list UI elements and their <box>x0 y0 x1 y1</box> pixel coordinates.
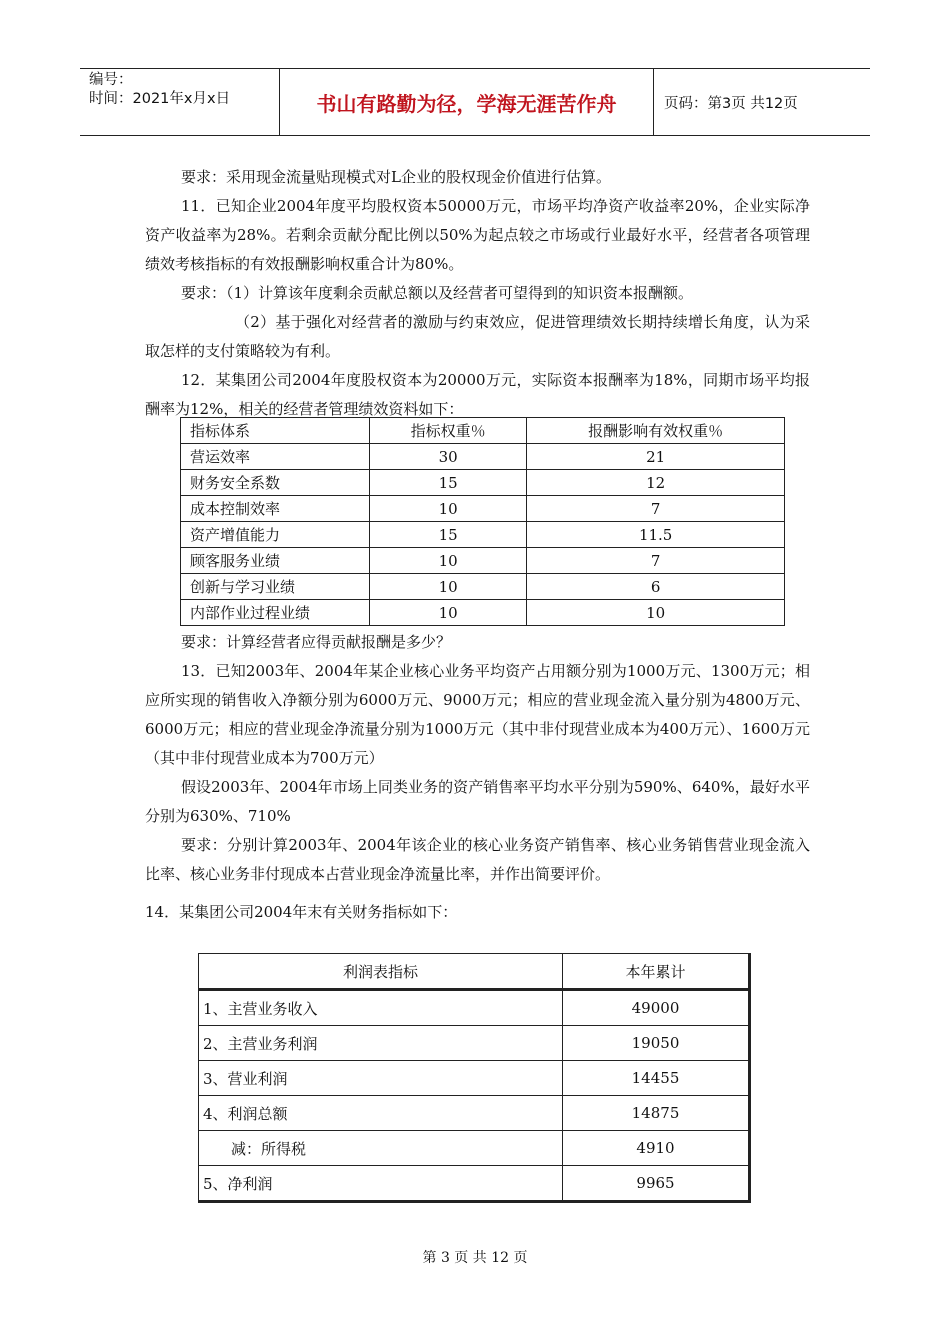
paragraph-q11-req1: 要求：（1）计算该年度剩余贡献总额以及经营者可望得到的知识资本报酬额。 <box>181 284 694 302</box>
table-row <box>199 1061 750 1096</box>
table-cell: 创新与学习业绩 <box>181 574 370 600</box>
table-row <box>199 990 750 1026</box>
page-header <box>80 68 870 136</box>
table-row <box>199 1096 750 1131</box>
header-page-code: 页码：第3页 共12页 <box>664 95 798 112</box>
table-cell: 营运效率 <box>181 444 370 470</box>
header-meta <box>80 69 280 135</box>
header-motto: 书山有路勤为径，学海无涯苦作舟 <box>280 69 654 135</box>
paragraph-q13: 13．已知2003年、2004年某企业核心业务平均资产占用额分别为1000万元、1300万元；相应所实现的销售收入净额分别为6000万元、9000万元；相应的营业现金流入量分别为4800万元、6000万元；相应的营业现金净流量分别为1000万元（其中非付现营业成本为400万元）、1600万元（其中非付现营业成本为700万元） <box>145 662 810 767</box>
table-cell: 成本控制效率 <box>181 496 370 522</box>
table-row <box>199 1166 750 1202</box>
table-row <box>181 496 785 522</box>
paragraph-q12-req: 要求：计算经营者应得贡献报酬是多少？ <box>181 633 452 651</box>
table-row <box>181 522 785 548</box>
table-cell: 1、主营业务收入 <box>199 990 563 1026</box>
table-header-row <box>181 418 785 444</box>
paragraph-q11: 11．已知企业2004年度平均股权资本50000万元，市场平均净资产收益率20%，企业实际净资产收益率为28%。若剩余贡献分配比例以50%为起点较之市场或行业最好水平，经营者各项管理绩效考核指标的有效报酬影响权重合计为80%。 <box>145 197 810 273</box>
table-header-cell: 指标体系 <box>181 418 370 444</box>
income-table <box>198 953 751 1203</box>
table-header-row <box>199 954 750 990</box>
table-cell: 财务安全系数 <box>181 470 370 496</box>
paragraph-q14: 14．某集团公司2004年末有关财务指标如下： <box>145 903 458 921</box>
table-cell: 30 <box>370 444 527 470</box>
table-cell: 10 <box>370 548 527 574</box>
table-cell: 15 <box>370 522 527 548</box>
performance-table <box>180 417 785 626</box>
table-cell: 10 <box>370 600 527 626</box>
table-cell: 19050 <box>563 1026 750 1061</box>
page-footer: 第 3 页 共 12 页 <box>422 1250 528 1266</box>
text-block-3 <box>145 898 810 927</box>
table-cell: 6 <box>527 574 785 600</box>
table-row <box>181 444 785 470</box>
table-cell: 21 <box>527 444 785 470</box>
table-header-cell: 利润表指标 <box>199 954 563 990</box>
table-cell: 3、营业利润 <box>199 1061 563 1096</box>
table-cell: 12 <box>527 470 785 496</box>
paragraph-q13-req: 要求：分别计算2003年、2004年该企业的核心业务资产销售率、核心业务销售营业现金流入比率、核心业务非付现成本占营业现金净流量比率，并作出简要评价。 <box>145 836 810 883</box>
paragraph-requirement-l: 要求：采用现金流量贴现模式对L企业的股权现金价值进行估算。 <box>181 168 611 186</box>
paragraph-q11-req2: （2）基于强化对经营者的激励与约束效应，促进管理绩效长期持续增长角度，认为采取怎样的支付策略较为有利。 <box>145 313 810 360</box>
table-cell: 14455 <box>563 1061 750 1096</box>
table-cell: 10 <box>527 600 785 626</box>
table-row <box>199 1026 750 1061</box>
table-cell: 4、利润总额 <box>199 1096 563 1131</box>
table-cell: 内部作业过程业绩 <box>181 600 370 626</box>
table-cell: 2、主营业务利润 <box>199 1026 563 1061</box>
table-cell: 15 <box>370 470 527 496</box>
table-cell: 减：所得税 <box>199 1131 563 1166</box>
table-row <box>181 574 785 600</box>
table-cell: 9965 <box>563 1166 750 1202</box>
text-block-1 <box>145 163 810 424</box>
table-header-cell: 报酬影响有效权重％ <box>527 418 785 444</box>
header-number: 编号： <box>89 72 133 88</box>
table-row <box>181 548 785 574</box>
table-header-cell: 指标权重％ <box>370 418 527 444</box>
paragraph-q12: 12．某集团公司2004年度股权资本为20000万元，实际资本报酬率为18%，同期市场平均报酬率为12%，相关的经营者管理绩效资料如下： <box>145 371 810 418</box>
table-cell: 顾客服务业绩 <box>181 548 370 574</box>
table-cell: 5、净利润 <box>199 1166 563 1202</box>
table-row <box>181 600 785 626</box>
table-cell: 49000 <box>563 990 750 1026</box>
table-cell: 14875 <box>563 1096 750 1131</box>
table-row <box>199 1131 750 1166</box>
table-cell: 11.5 <box>527 522 785 548</box>
table-header-cell: 本年累计 <box>563 954 750 990</box>
table-row <box>181 470 785 496</box>
text-block-2 <box>145 628 810 889</box>
table-cell: 7 <box>527 496 785 522</box>
table-cell: 4910 <box>563 1131 750 1166</box>
table-cell: 资产增值能力 <box>181 522 370 548</box>
table-cell: 7 <box>527 548 785 574</box>
paragraph-q13-assume: 假设2003年、2004年市场上同类业务的资产销售率平均水平分别为590%、640%，最好水平分别为630%、710% <box>145 778 810 825</box>
table-cell: 10 <box>370 496 527 522</box>
header-time: 时间：2021年x月x日 <box>89 91 231 107</box>
table-cell: 10 <box>370 574 527 600</box>
